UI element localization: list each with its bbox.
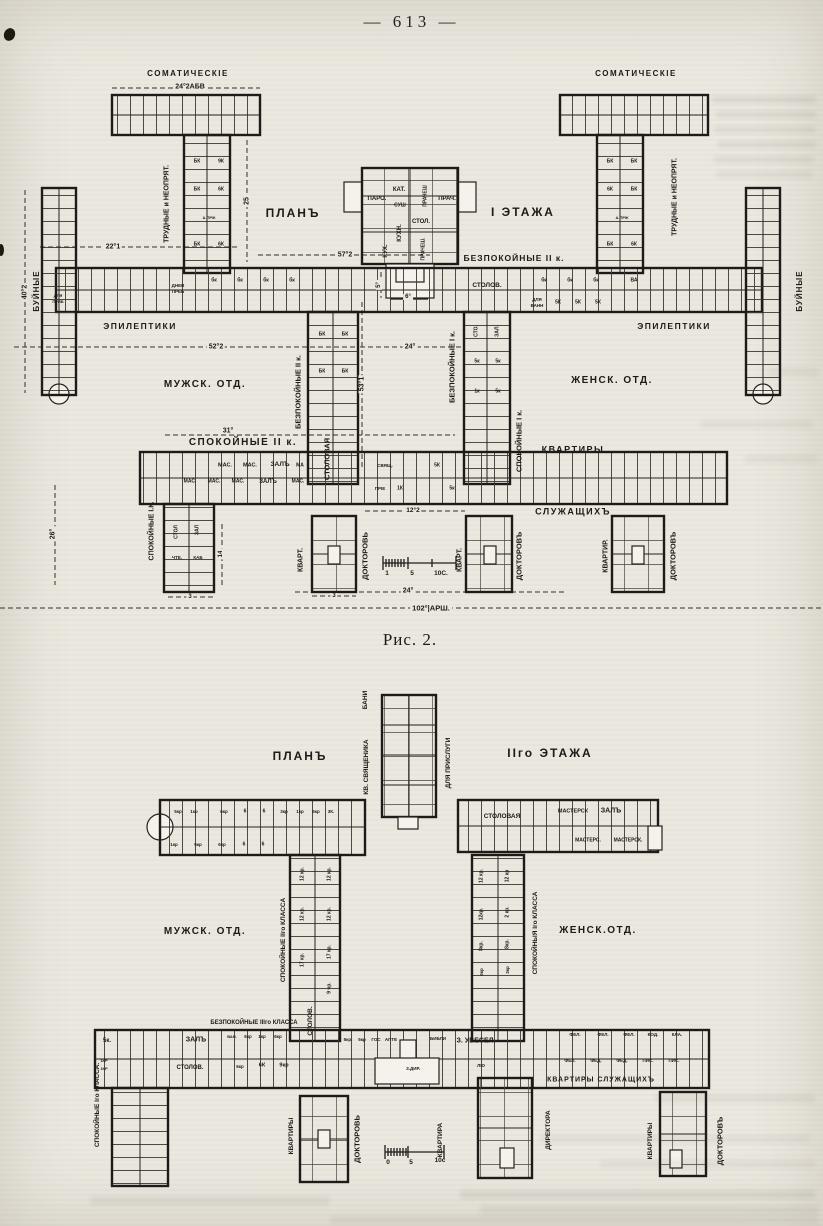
plan1-label: СТОЛ	[173, 525, 180, 539]
plan1-label: 5к	[449, 485, 455, 492]
plan1-label: КВАРТИР.	[602, 539, 610, 573]
plan2-label: 5кр	[174, 808, 182, 814]
plan1-label: ЭПИЛЕПТИКИ	[103, 320, 177, 331]
plan2-label: 6кр	[218, 841, 226, 847]
plan2-label: КВ. СВЯЩЕНИКА	[362, 739, 370, 795]
plan1-label: ПРІЕ	[374, 485, 386, 491]
plan1-label: 3	[332, 593, 336, 599]
plan1-label: ПРЕБ	[171, 288, 185, 294]
plan1-label: 57°2	[337, 251, 353, 259]
plan2-label: СПОКОЙНЫЕ Іго КЛАССА.	[93, 1062, 101, 1148]
plan1-label: ПАРО.	[367, 196, 387, 202]
plan1-label: БЕЗПОКОЙНЫЕ II к.	[293, 354, 303, 430]
plan1-label: БУЙНЫЕ	[795, 270, 804, 312]
plan2-label: 2 кр.	[504, 906, 511, 918]
plan1-label: ЧТЕ.	[171, 554, 183, 560]
plan2-label: ДОКТОРОВЪ	[715, 1116, 725, 1166]
plan1-label: МУЖСК. ОТД.	[163, 379, 247, 390]
plan1-label: СВЯЩ.	[377, 462, 393, 468]
plan1-label: 1	[385, 569, 389, 577]
plan2-label: 6кр	[312, 808, 320, 814]
plan2-label: СПОКОЙНЫЕ ІІго КЛАССА	[279, 897, 287, 983]
plan1-label: 26°	[49, 528, 57, 540]
plan2-label: 12 кр.	[326, 867, 333, 881]
plan1-label: 14	[218, 550, 224, 558]
plan1-label: ДЛЯ	[53, 293, 63, 298]
plan1-label: СТОЛОВАЯ	[322, 437, 332, 481]
plan2-label: КЛА.	[671, 1031, 683, 1037]
plan1-label: БЕЗПОКОЙНЫЕ II к.	[463, 252, 565, 263]
plan2-label: ВАН.	[227, 1034, 237, 1039]
plan2-label: СТОЛОВ.	[176, 1065, 204, 1071]
plan2-label: ЛЮ	[477, 1062, 485, 1068]
plan2-label: СТОЛОВ.	[306, 1006, 314, 1036]
plan2-label: 17 кр.	[299, 953, 306, 967]
plan2-label: МУЖСК. ОТД.	[163, 926, 247, 937]
plan1-label: СПОКОЙНЫЕ II к.	[188, 437, 298, 448]
plan1-label: МАС.	[218, 462, 232, 469]
plan2-label: МАСТЕРСК	[557, 808, 589, 815]
plan1-label: ЗАЛ.	[494, 325, 501, 337]
plan1-label: I ЭТАЖА	[491, 205, 555, 219]
plan1-label: ЖЕНСК. ОТД.	[571, 375, 653, 386]
plan1-label: ПРАЧЕШ	[422, 185, 429, 207]
plan1-label: ПЛАНЪ	[265, 206, 321, 220]
plan1-label: 10С.	[434, 569, 448, 577]
plan2-label: ФЕЛ.	[569, 1031, 581, 1037]
plan1-label: ЗАЛЪ	[270, 460, 290, 468]
plan1-label: 22°1	[105, 243, 121, 251]
plan1-label: ЭПИЛЕПТИКИ	[637, 320, 711, 331]
plan2-label: 5	[409, 1158, 413, 1166]
plan1-label: бк	[237, 277, 243, 284]
plan2-label: ФЕЛ.	[564, 1057, 576, 1063]
plan1-label: А.ПРЖ	[615, 215, 629, 220]
plan1-label: бк	[289, 277, 295, 284]
plan2-label: КВАРТИРЫ	[646, 1122, 654, 1160]
plan1-label: БК	[606, 158, 614, 165]
plan2-label: З. УВЕСЕЛ.	[456, 1037, 496, 1045]
plan1-label: 5К	[434, 462, 440, 469]
plan2-label: 1КР	[100, 1066, 108, 1071]
plan1-label: БК	[318, 368, 326, 375]
plan1-label: 1к	[474, 388, 480, 395]
plan2-label: ДОКТОРОВЬ	[352, 1115, 362, 1163]
plan1-label: 5К	[595, 299, 601, 306]
plan2-label: 5кр.	[343, 1036, 353, 1042]
plan2-label: БЕЗПОКОЙНЫЕ ІІІго КЛАССА	[210, 1020, 298, 1026]
plan1-label: БК	[630, 158, 638, 165]
plan2-label: 3кр	[280, 808, 288, 814]
plan1-label: БУЙНЫЕ	[32, 270, 41, 312]
plan1-label: СУШ	[394, 202, 406, 209]
plan1-label: 6°	[405, 294, 411, 300]
plan1-label: 5к	[495, 388, 501, 395]
plan1-label: 24°2АБВ	[175, 83, 205, 91]
plan1-label: КВАРТИРЫ	[541, 444, 605, 455]
plan1-label: КАТ.	[392, 187, 406, 193]
plan2-label: ФЕД.	[590, 1057, 602, 1063]
plan1-label: ТРУДНЫЕ и НЕОПРЯТ.	[163, 165, 171, 243]
plan1-label: 6К	[631, 241, 637, 248]
plan2-label: 12кр.	[478, 907, 485, 921]
plan1-label: 5к	[474, 358, 480, 365]
plan2-label: 8кр.	[478, 941, 485, 951]
plan2-label: СПОКОЙНЫЯ Іго КЛАССА	[531, 891, 539, 975]
plan2-label: ДИРЕКТОРА	[544, 1110, 552, 1150]
plan2-label: 6кр	[274, 1033, 282, 1039]
plan2-label: 6кр	[244, 1033, 252, 1039]
plan1-label: БК	[341, 331, 349, 338]
plan2-label: КВАРТИРЫ СЛУЖАЩИХЪ	[547, 1076, 655, 1084]
plan2-label: ІІго ЭТАЖА	[507, 746, 593, 760]
plan1-label: БК	[318, 331, 326, 338]
plan2-label: ДЛЯ ПРИСЛУГИ	[444, 737, 452, 789]
plan2-label: ФЕЛ.	[623, 1031, 635, 1037]
plan2-label: 6К	[258, 1062, 266, 1069]
figure-caption: Рис. 2.	[382, 630, 438, 649]
plan2-label: АПТЕ	[384, 1036, 398, 1042]
plan2-label: 12 кр.	[326, 907, 333, 921]
plan1-label: 31°	[222, 427, 234, 435]
plan1-label: ДЛЯ	[532, 296, 542, 302]
plan1-label: МА	[296, 462, 304, 469]
plan1-label: 102°|АРШ.	[412, 603, 450, 613]
plan2-label: 1кр	[170, 841, 178, 847]
plan1-label: 9К	[218, 158, 224, 165]
plan2-label: 0	[386, 1158, 390, 1166]
plan2-label: 5кр	[358, 1036, 366, 1042]
plan2-label: БАНИ	[361, 690, 369, 710]
plan2-label: ПИС.	[642, 1057, 654, 1063]
plan2-label: 9кр	[279, 1062, 289, 1069]
plan2-label: 1КР	[100, 1058, 108, 1063]
plan1-label: 3	[188, 594, 192, 600]
plan1-label: 1К	[397, 485, 403, 492]
plan1-label: МАС.	[231, 478, 245, 485]
plan2-label: ФЕЛ.	[597, 1031, 609, 1037]
plan2-label: 12 кр	[504, 869, 511, 883]
plan1-label: ВА	[630, 277, 638, 284]
plan2-label: 6кр	[236, 1063, 244, 1069]
plan1-label: СПОКОЙНЫЕ I к.	[514, 409, 524, 473]
plan1-label: МАС.	[291, 478, 305, 485]
plan2-label: 1кр	[258, 1033, 266, 1039]
plan1-label: МАС.	[243, 462, 257, 469]
plan1-label: БК	[630, 186, 638, 193]
plan2-label: 5к.	[102, 1038, 112, 1044]
plan1-label: бк	[541, 277, 547, 284]
plan2-label: 12 кр.	[299, 907, 306, 921]
plan2-label: КВАРТИРЫ	[287, 1117, 295, 1155]
plan2-label: 8кр.	[504, 939, 511, 949]
plan1-label: СЛУЖАЩИХЪ	[535, 506, 611, 517]
plan2-label: МАСТЕРСК.	[613, 837, 643, 844]
plan1-label: 40°2	[21, 284, 29, 300]
plan2-label: ЗАЛЪ	[600, 807, 622, 815]
plan2-label: 1кр	[190, 808, 198, 814]
plan1-label: ЗАЛЪ	[259, 479, 277, 485]
plan1-label: КВАРТ.	[297, 547, 305, 573]
plan1-label: МАС.	[207, 478, 221, 485]
plan2-label: 6	[261, 841, 265, 848]
plan1-label: бк	[567, 277, 573, 284]
plan2-label: ГОС	[371, 1036, 381, 1042]
plan2-label: 5кр	[194, 841, 202, 847]
plan1-label: СТО.	[473, 325, 480, 337]
plan1-label: БК	[193, 186, 201, 193]
plan1-label: СТОЛ.	[411, 219, 431, 225]
plan2-label: З.ДИР.	[405, 1065, 421, 1071]
plan2-label: ПИС.	[668, 1057, 680, 1063]
plan1-label: 6К	[218, 186, 224, 193]
plan2-label: 12 кр.	[478, 869, 485, 883]
plan1-label: 24°	[402, 587, 414, 595]
plan1-label: 52°2	[208, 343, 224, 351]
plan1-label: бк	[211, 277, 217, 284]
plan2-label: 6кр	[478, 968, 484, 976]
plan1-label: СПОКОЙНЫЕ І.К.	[148, 501, 156, 561]
plan1-label: 5	[410, 569, 414, 577]
plan1-label: 12°2	[406, 506, 420, 514]
plan2-label: 6кр	[220, 808, 228, 814]
plan2-label: 3кр	[504, 966, 510, 974]
plan1-label: 5К	[575, 299, 581, 306]
plan1-label: ПРИБ	[52, 299, 64, 304]
plan1-label: 6К	[218, 241, 224, 248]
plan2-label: КВАРТИРА	[436, 1122, 444, 1158]
plan1-label: КАБ	[193, 554, 203, 560]
plan2-label: 6	[262, 808, 266, 815]
plan1-label: БК	[193, 158, 201, 165]
plan1-label: СОМАТИЧЕСКІЕ	[595, 69, 677, 78]
plan1-label: ПРАЧ.	[438, 196, 456, 202]
plan2-label: 17 кр.	[326, 945, 333, 959]
plan2-label: КОД.	[647, 1031, 659, 1037]
plan2-label: ЗАЛЪ	[185, 1036, 207, 1044]
plan2-label: ФЕД.	[616, 1057, 628, 1063]
plan1-label: СТОЛОВ.	[472, 281, 502, 289]
plan2-label: ЖЕНСК.ОТД.	[559, 925, 637, 936]
plan2-label: 10с	[434, 1156, 446, 1164]
plan1-label: 25	[243, 197, 251, 205]
plan2-label: БИБЛИ	[430, 1035, 446, 1041]
plan1-label: 6К	[607, 186, 613, 193]
plan2-label: 3К.	[327, 808, 335, 814]
plan1-label: ЗАЛ	[194, 524, 201, 536]
plan2-label: 12 кр.	[299, 867, 306, 881]
plan1-label: ПРАЧЕШ.	[420, 237, 427, 261]
plan1-label: БЕЗПОКОЙНЫЕ I к.	[447, 331, 457, 403]
plan2-label: 6	[242, 841, 246, 848]
plan1-label: 5К	[555, 299, 561, 306]
plan1-label: КУХ.	[383, 244, 389, 258]
plan1-label: БК	[193, 241, 201, 248]
plan1-label: бк	[263, 277, 269, 284]
plan1-label: 5к	[495, 358, 501, 365]
plan1-label: МАС.	[183, 478, 197, 485]
plan1-label: СОМАТИЧЕСКІЕ	[147, 69, 229, 78]
plan2-label: 9 чр.	[326, 982, 333, 994]
plan2-label: СТОЛОВАЯ	[483, 812, 521, 820]
plan1-label: 24°	[404, 343, 416, 351]
plan1-label: ВАНН	[530, 302, 544, 308]
plan1-label: КВАРТ.	[456, 547, 464, 573]
plan1-label: ДНЕВ	[171, 282, 185, 288]
plan1-label: ДОКТОРОВЪ	[514, 531, 524, 581]
plan2-label: 6	[243, 808, 247, 815]
plan1-label: ДОКТОРОВЬ	[360, 532, 370, 580]
plan1-label: БК	[341, 368, 349, 375]
plan2-label: ПЛАНЪ	[272, 749, 328, 763]
plan1-label: КУХН.	[397, 224, 403, 242]
plan2-label: МАСТЕРС.	[575, 837, 601, 844]
plan1-label: БК	[606, 241, 614, 248]
plan1-label: 53°1	[358, 376, 366, 392]
plan1-label: 5°	[376, 282, 382, 288]
page-number: — 613 —	[363, 12, 460, 31]
plan1-label: ДОКТОРОВЪ	[668, 531, 678, 581]
plan1-label: А.ПРЖ	[202, 215, 216, 220]
plan1-label: бк	[593, 277, 599, 284]
plan1-label: ТРУДНЫЕ и НЕОПРЯТ.	[671, 158, 679, 236]
plan2-label: 1кр	[296, 808, 304, 814]
